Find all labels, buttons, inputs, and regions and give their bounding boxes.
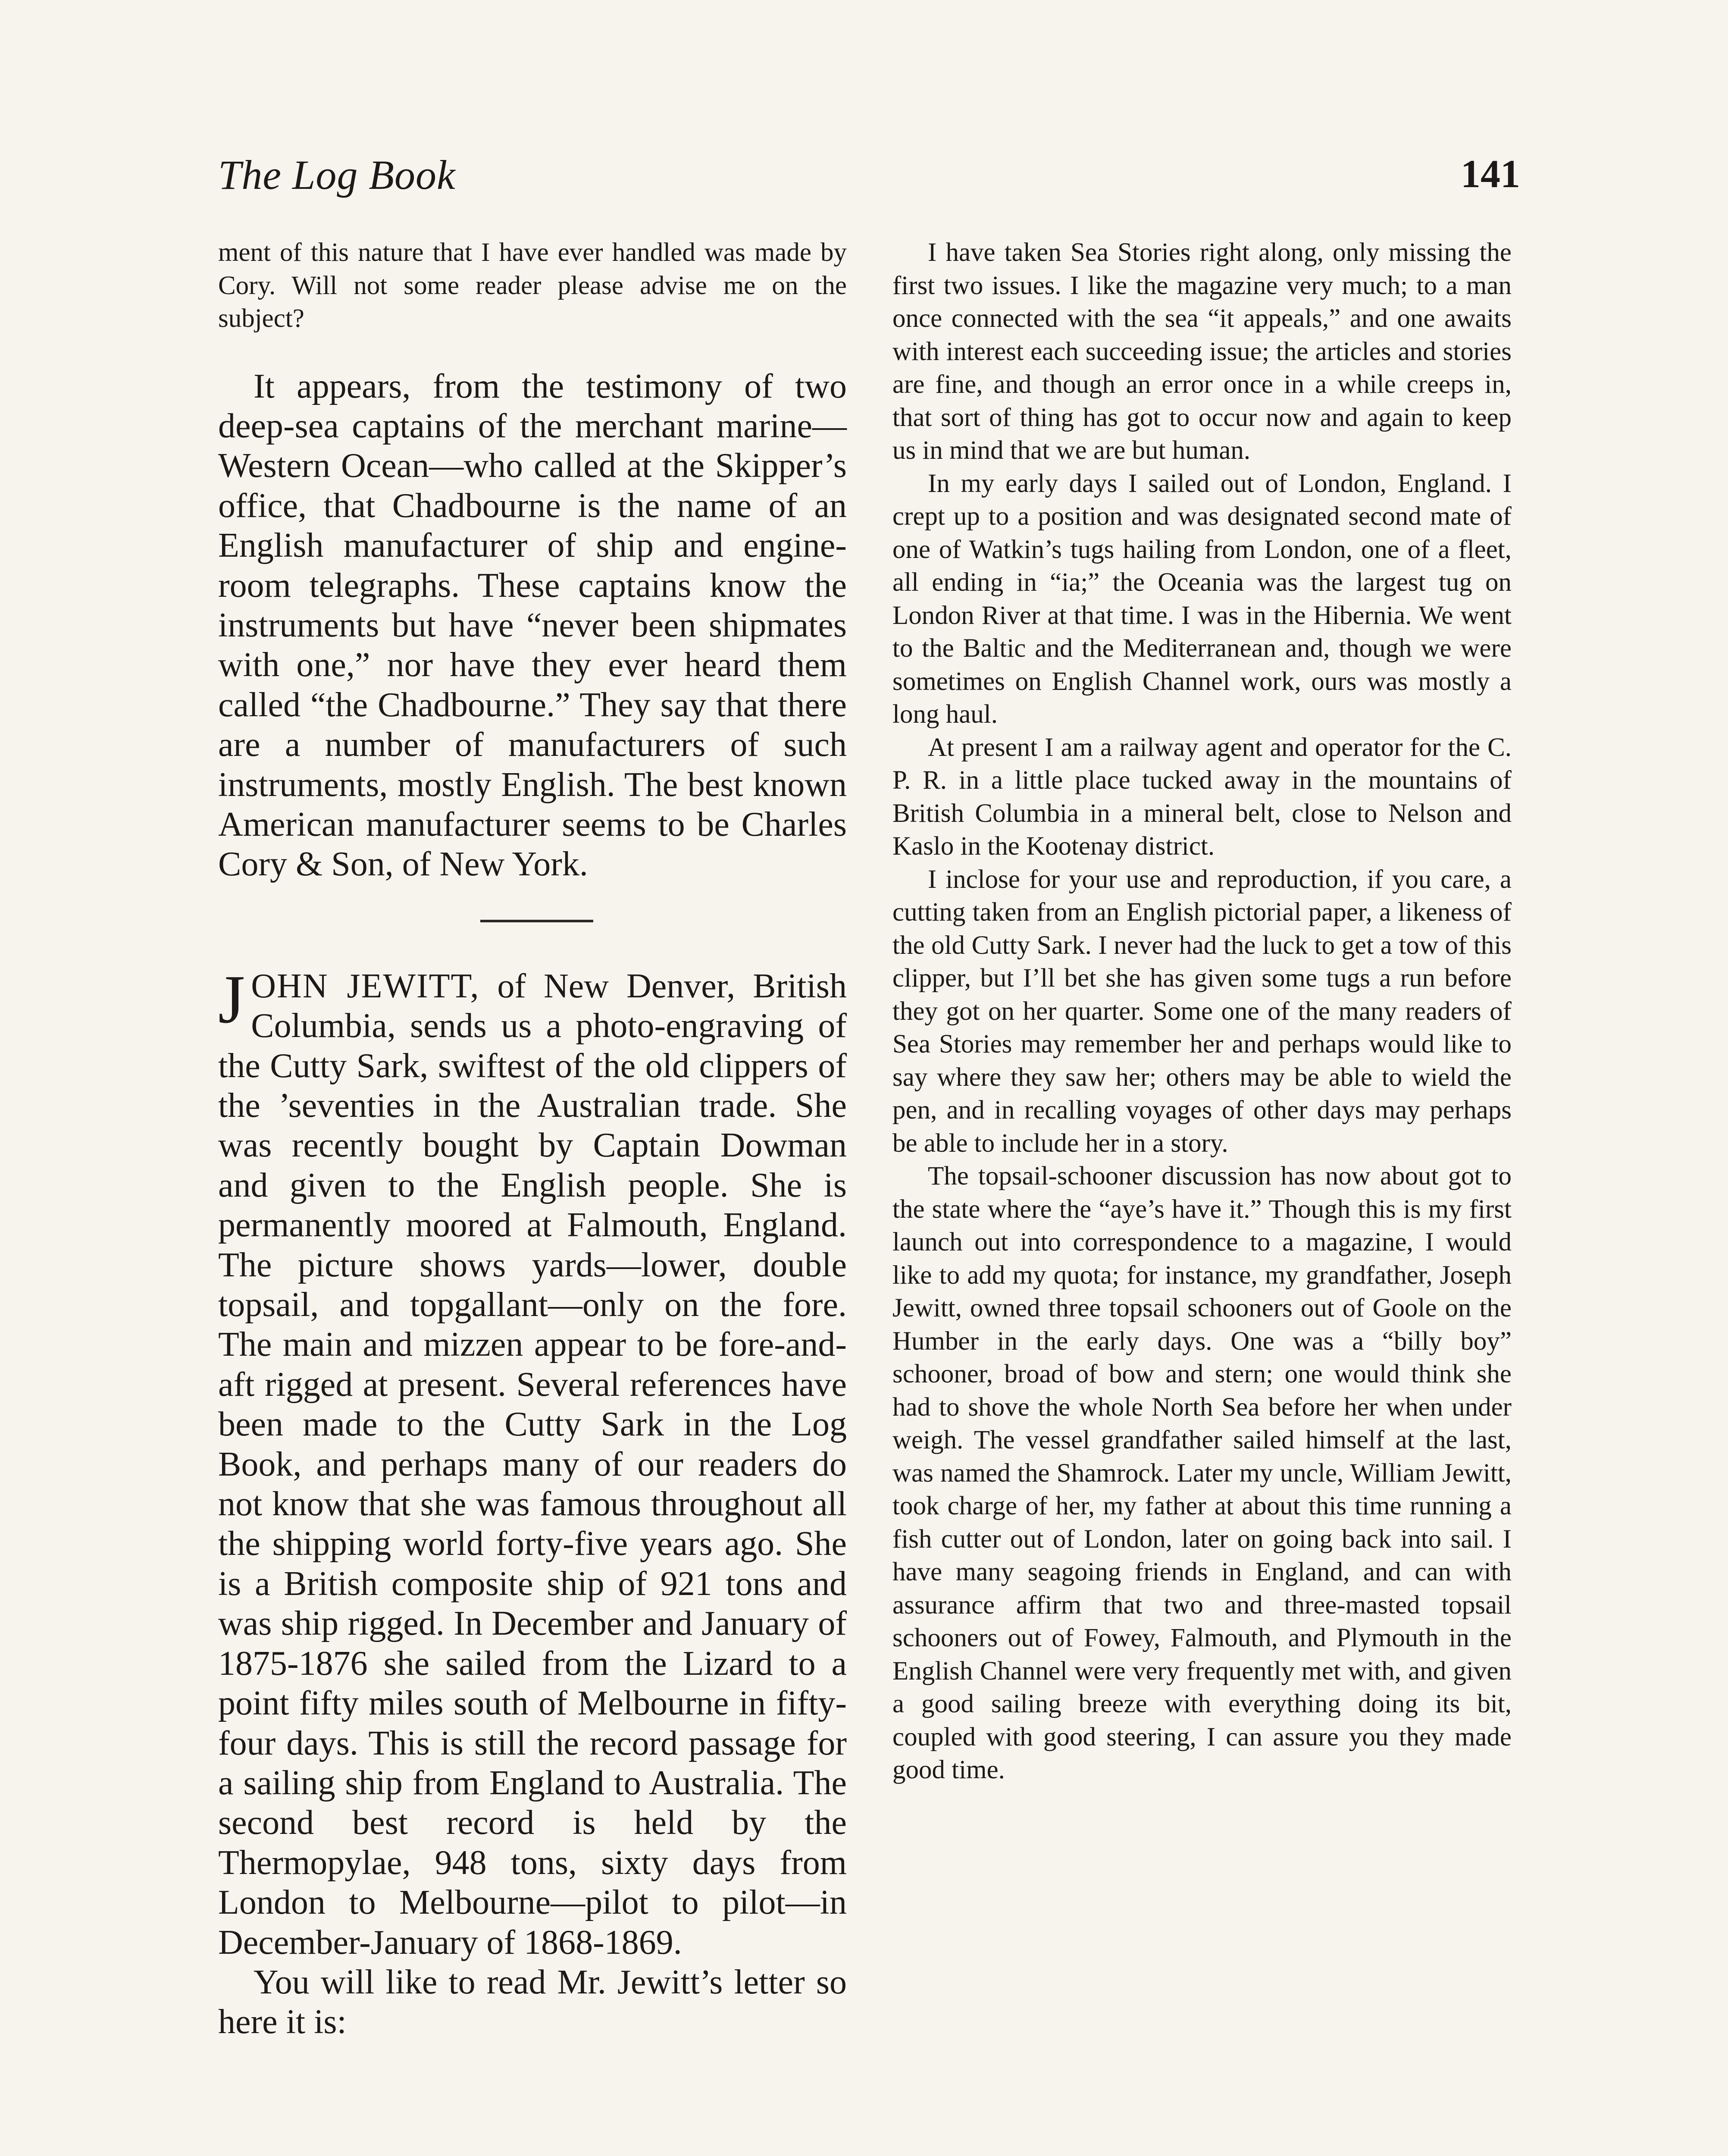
letter-paragraph-4: I inclose for your use and reproduction, if you care, a cutting taken from an English pictorial paper, a likeness of the old Cutty Sark. I never had the luck to get a tow of this clipper, but I’ll bet she has given some tugs a run before they got on her quarter. Some one of the many readers of Sea Stories may remember her and perhaps would like to say where they saw her; others may be able to wield the pen, and in recalling voyages of other days may perhaps be able to include her in a story. [892, 865, 1512, 1158]
letter-paragraph-3: At present I am a railway agent and operator for the C. P. R. in a little place tucked away in the mountains of British Columbia in a mineral belt, close to Nelson and Kaslo in the Kootenay district. [892, 733, 1512, 861]
jewitt-name: OHN JEWITT, [251, 967, 480, 1005]
right-column [892, 236, 1512, 1787]
letter-paragraph-5: The topsail-schooner discussion has now about got to the state where the “aye’s have it.” Though this is my first launch out into correspondence to a magazine, I would like to add my quota; for instance, my grandfather, Joseph Jewitt, owned three topsail schooners out of Goole on the Humber in the early days. One was a “billy boy” schooner, broad of bow and stern; one would think she had to shove the whole North Sea before her when under weigh. The vessel grandfather sailed himself at the last, was named the Shamrock. Later my uncle, William Jewitt, took charge of her, my father at about this time running a fish cutter out of London, later on going back into sail. I have many seagoing friends in England, and can with assurance affirm that two and three-masted topsail schooners out of Fowey, Falmouth, and Plymouth in the English Channel were very frequently met with, and given a good sailing breeze with everything doing its bit, coupled with good steering, I can assure you they made good time. [892, 1162, 1512, 1784]
drop-cap: J [218, 960, 245, 1037]
jewitt-intro-paragraph [218, 960, 847, 1962]
jewitt-text: of New Denver, British Columbia, sends us a photo-engraving of the Cutty Sark, swiftest of the old clippers of the ’seventies in the Australian trade. She was recently bought by Captain Dowman and given to the English people. She is permanently moored at Falmouth, England. The picture shows yards—lower, double topsail, and topgallant—only on the fore. The main and mizzen appear to be fore-and-aft rigged at present. Several references have been made to the Cutty Sark in the Log Book, and perhaps many of our readers do not know that she was famous throughout all the shipping world forty-five years ago. She is a British composite ship of 921 tons and was ship rigged. In December and January of 1875-1876 she sailed from the Lizard to a point fifty miles south of Melbourne in fifty-four days. This is still the record passage for a sailing ship from England to Australia. The second best record is held by the Thermopylae, 948 tons, sixty days from London to Melbourne—pilot to pilot—in December-January of 1868-1869. [218, 967, 847, 1962]
running-head [218, 151, 1520, 207]
page-number: 141 [1461, 152, 1520, 196]
left-column [218, 236, 847, 2042]
chadbourne-paragraph: It appears, from the testimony of two deep-sea captains of the merchant marine—Western Ocean—who called at the Skipper’s office, that Chadbourne is the name of an English manufacturer of ship and engine-room telegraphs. These captains know the instruments but have “never been shipmates with one,” nor have they ever heard them called “the Chadbourne.” They say that there are a number of manufacturers of such instruments, mostly English. The best known American manufacturer seems to be Charles Cory & Son, of New York. [218, 367, 847, 884]
closing-paragraph: You will like to read Mr. Jewitt’s letter so here it is: [218, 1963, 847, 2041]
continuation-paragraph: ment of this nature that I have ever handled was made by Cory. Will not some reader please advise me on the subject? [218, 238, 847, 333]
letter-paragraph-1: I have taken Sea Stories right along, only missing the first two issues. I like the magazine very much; to a man once connected with the sea “it appeals,” and one awaits with interest each succeeding issue; the articles and stories are fine, and though an error once in a while creeps in, that sort of thing has got to occur now and again to keep us in mind that we are but human. [892, 238, 1512, 465]
section-divider [218, 884, 847, 966]
running-title: The Log Book [218, 152, 456, 198]
divider-rule [480, 920, 593, 922]
letter-paragraph-2: In my early days I sailed out of London, England. I crept up to a position and was designated second mate of one of Watkin’s tugs hailing from London, one of a fleet, all ending in “ia;” the Oceania was the largest tug on London River at that time. I was in the Hibernia. We went to the Baltic and the Mediterranean and, though we were sometimes on English Channel work, ours was mostly a long haul. [892, 469, 1512, 729]
